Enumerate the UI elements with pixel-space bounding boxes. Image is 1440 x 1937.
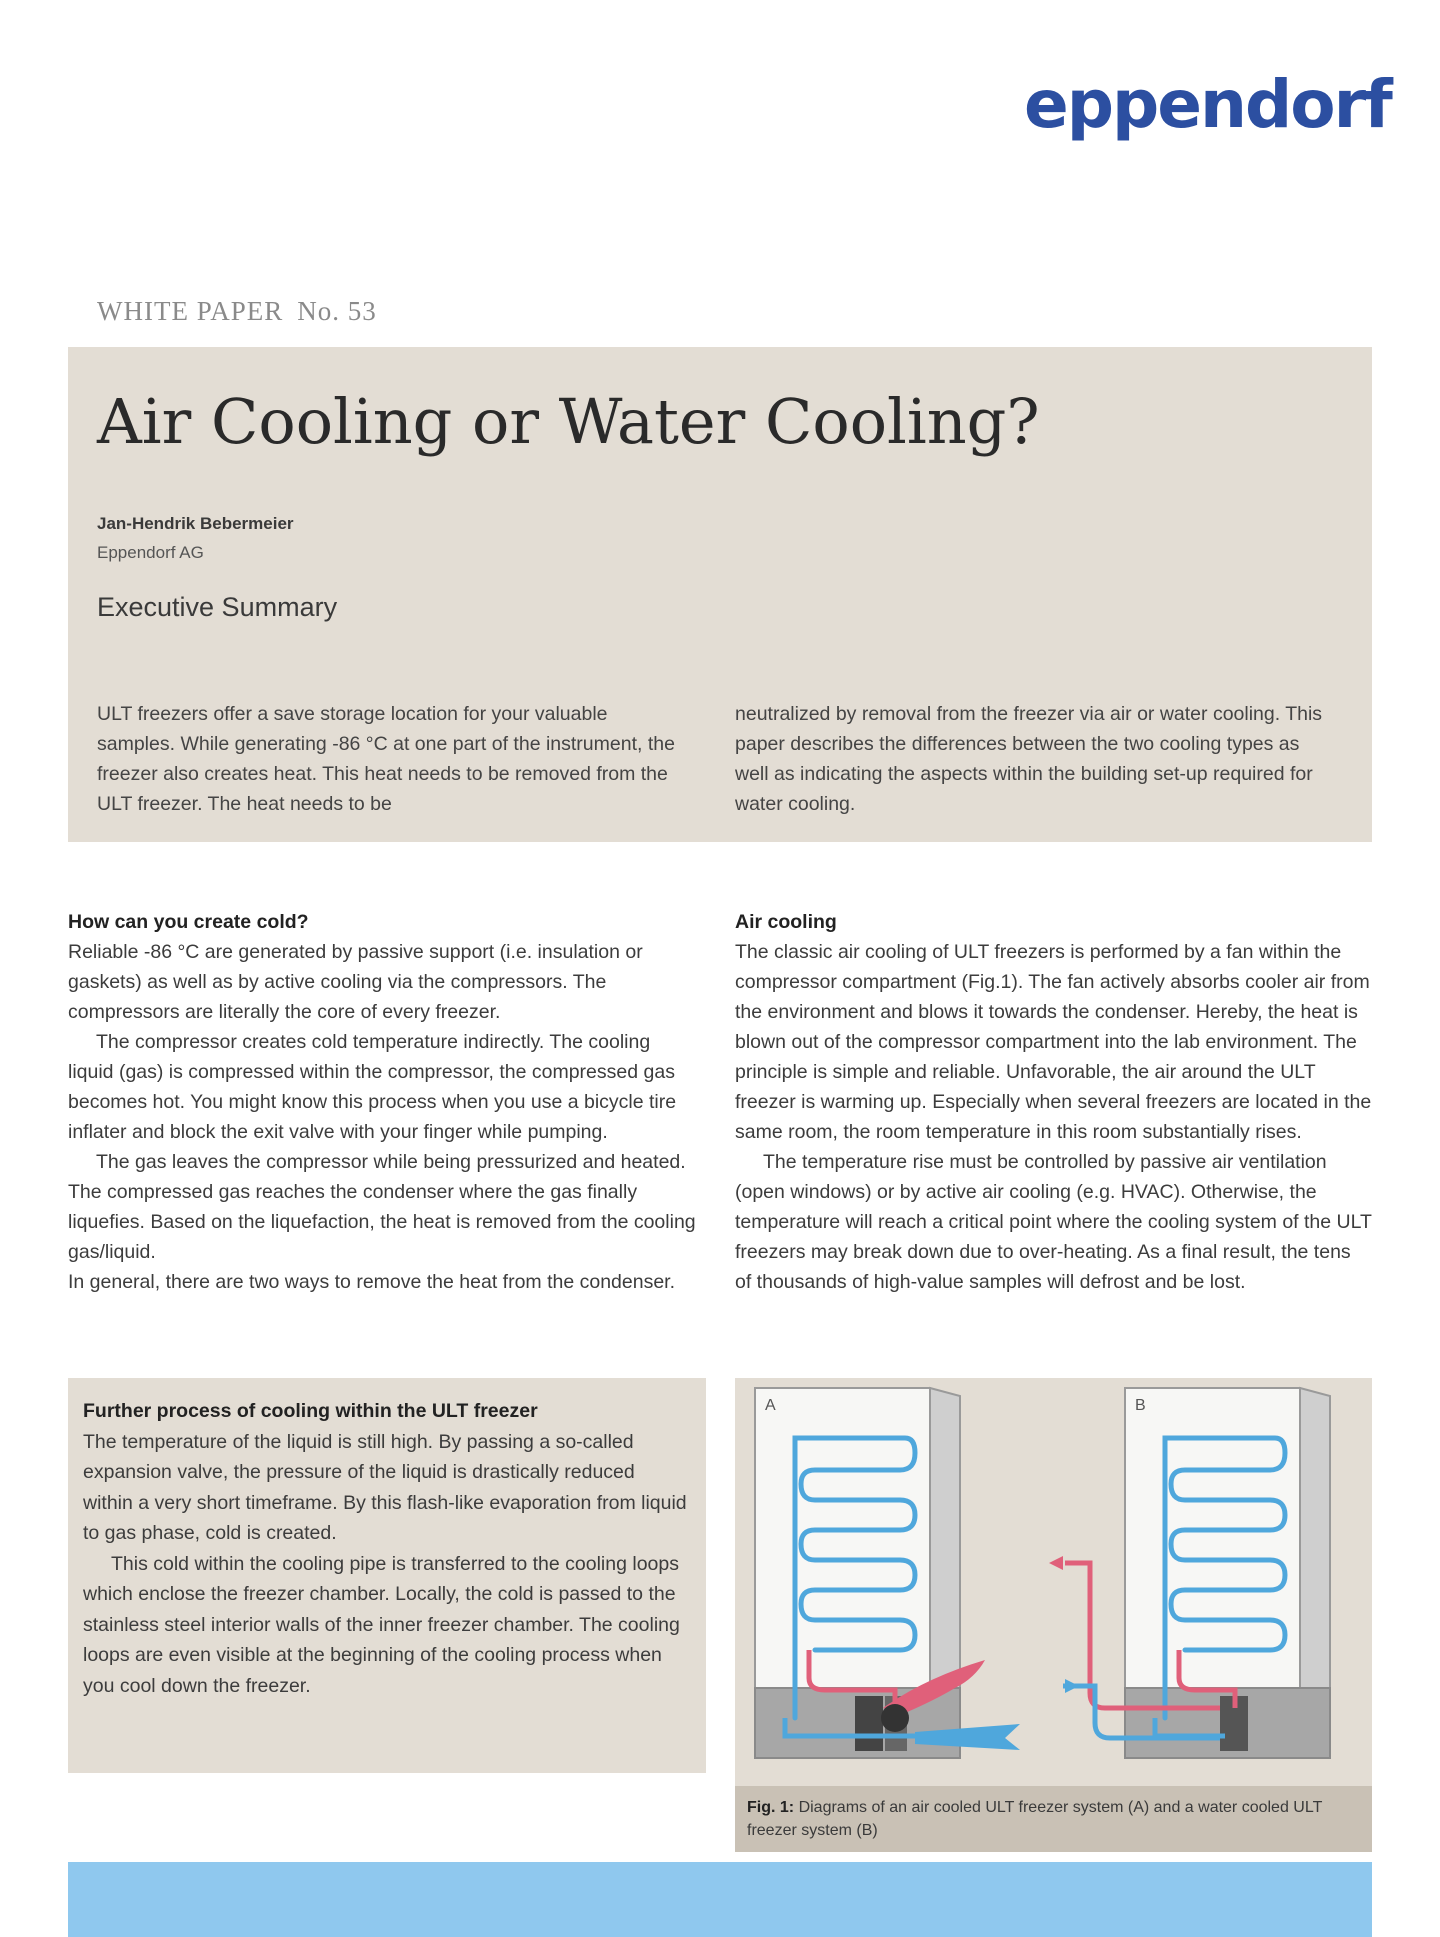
caption-text: Diagrams of an air cooled ULT freezer system (A) and a water cooled ULT freezer system (B) [747, 1799, 1323, 1839]
hero-panel [68, 347, 1372, 842]
series-number: No. 53 [297, 296, 377, 326]
info-box-paragraph: The temperature of the liquid is still high. By passing a so-called expansion valve, the pressure of the liquid is drastically reduced within a very short timeframe. By this flash-like evaporation from liquid to gas phase, cold is created. [83, 1430, 687, 1544]
footer-band [68, 1862, 1372, 1937]
eppendorf-logo: eppendorf [1024, 66, 1391, 143]
paragraph: The gas leaves the compressor while being pressurized and heated. The compressed gas reaches the condenser where the gas finally liquefies. Based on the liquefaction, the heat is removed from the cooling gas/liquid. [68, 1151, 696, 1263]
figure-caption [735, 1786, 1372, 1852]
info-box-paragraph: This cold within the cooling pipe is transferred to the cooling loops which enclose the freezer chamber. Locally, the cold is passed to the stainless steel interior walls of the inner freezer chamber. The cooling loops are even visible at the beginning of the cooling process when you cool down the freezer. [83, 1552, 680, 1697]
freezer-b-label: B [1135, 1397, 1146, 1414]
summary-text-left: ULT freezers offer a save storage location for your valuable samples. While generating -86 °C at one part of the instrument, the freezer also creates heat. This heat needs to be removed from the ULT freezer. The heat needs to be [97, 703, 675, 815]
paragraph: In general, there are two ways to remove the heat from the condenser. [68, 1271, 676, 1293]
executive-summary-heading: Executive Summary [97, 592, 338, 622]
info-box [68, 1378, 706, 1773]
paragraph: The compressor creates cold temperature indirectly. The cooling liquid (gas) is compressed within the compressor, the compressed gas becomes hot. You might know this process when you use a bicycle tire inflater and block the exit valve with your finger while pumping. [68, 1031, 677, 1143]
left-column [68, 907, 700, 1297]
section-heading-create-cold: How can you create cold? [68, 911, 309, 933]
series-label: WHITE PAPER [97, 296, 284, 326]
info-box-heading: Further process of cooling within the ULT freezer [83, 1400, 538, 1422]
summary-text-right: neutralized by removal from the freezer via air or water cooling. This paper describes the differences between the two cooling types as well as indicating the aspects within the building set-up required for water cooling. [735, 703, 1323, 815]
freezer-a-diagram [755, 1388, 1020, 1758]
freezer-diagrams [735, 1378, 1372, 1786]
freezer-b-diagram [1049, 1388, 1330, 1758]
author-name: Jan-Hendrik Bebermeier [97, 514, 294, 533]
freezer-a-label: A [765, 1397, 776, 1414]
white-paper-label [97, 296, 377, 327]
section-heading-air-cooling: Air cooling [735, 911, 837, 933]
author-affiliation: Eppendorf AG [97, 543, 204, 562]
page-title: Air Cooling or Water Cooling? [97, 385, 1040, 458]
caption-label: Fig. 1: [747, 1799, 795, 1816]
paragraph: The classic air cooling of ULT freezers is performed by a fan within the compressor compartment (Fig.1). The fan actively absorbs cooler air from the environment and blows it towards the condenser. Hereby, the heat is blown out of the compressor compartment into the lab environment. The principle is simple and reliable. Unfavorable, the air around the ULT freezer is warming up. Especially when several freezers are located in the same room, the room temperature in this room substantially rises. [735, 941, 1372, 1143]
right-column [735, 907, 1372, 1297]
paragraph: Reliable -86 °C are generated by passive support (i.e. insulation or gaskets) as well as by active cooling via the compressors. The compressors are literally the core of every freezer. [68, 941, 643, 1023]
cooling-diagram-figure [735, 1378, 1372, 1852]
paragraph: The temperature rise must be controlled by passive air ventilation (open windows) or by active air cooling (e.g. HVAC). Otherwise, the temperature will reach a critical point where the cooling system of the ULT freezers may break down due to over-heating. As a final result, the tens of thousands of high-value samples will defrost and be lost. [735, 1151, 1372, 1293]
